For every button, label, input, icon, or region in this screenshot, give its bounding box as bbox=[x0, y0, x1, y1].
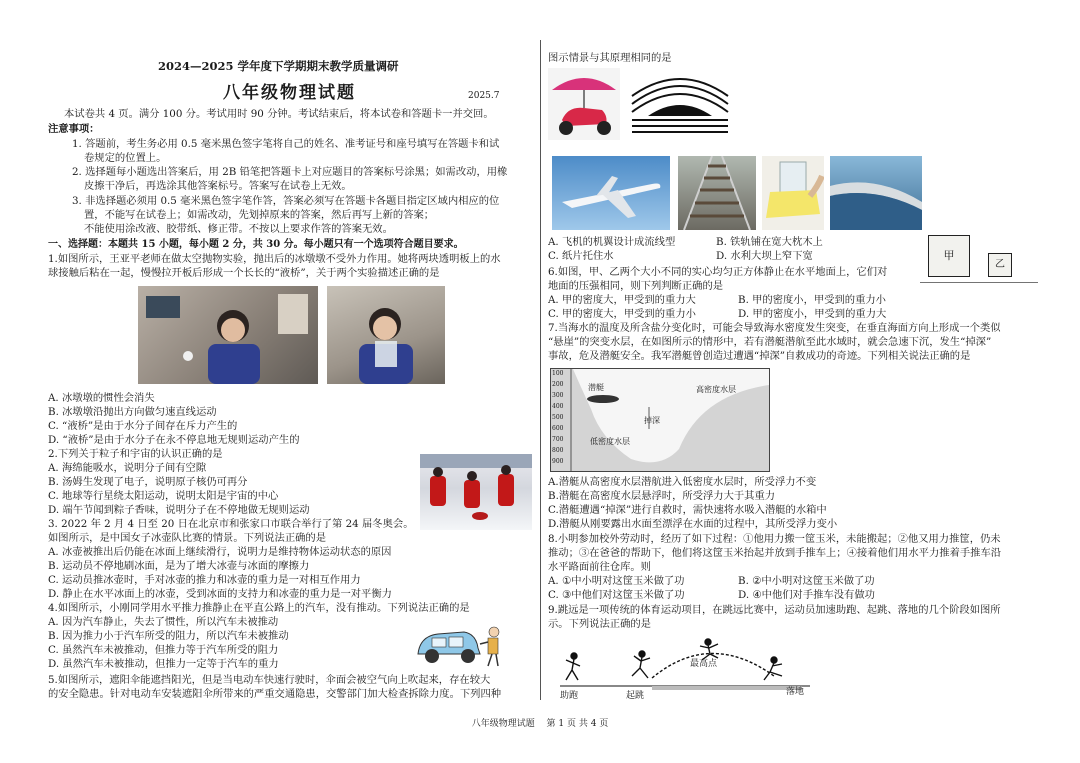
space-station-photo-1 bbox=[138, 286, 318, 384]
jump-label: 起跳 bbox=[626, 691, 645, 701]
q6-stem: 地面的压强相同，则下列判断正确的是 bbox=[548, 280, 724, 292]
q8-option: D. ④中他们对手推车没有做功 bbox=[738, 589, 875, 601]
q1-option: B. 冰墩墩沿抛出方向做匀速直线运动 bbox=[48, 406, 217, 418]
sea-label: 低密度水层 bbox=[590, 437, 630, 446]
q3-stem: 如图所示，是中国女子冰壶队比赛的情景。下列说法正确的是 bbox=[48, 532, 327, 544]
q1-option: A. 冰墩墩的惯性会消失 bbox=[48, 392, 155, 404]
exam-intro: 本试卷共 4 页。满分 100 分。考试用时 90 分钟。考试结束后，将本试卷和答题卡一并交回。 bbox=[64, 108, 494, 120]
notice-line: 卷规定的位置上。 bbox=[84, 152, 167, 164]
sea-label: 掉深 bbox=[644, 416, 660, 425]
q8-stem: 推动；③在爸爸的帮助下，他们将这筐玉米抬起并放到手推车上；④接着他们用水平力推着手推车沿 bbox=[548, 547, 1002, 559]
airplane-icon bbox=[552, 156, 670, 230]
airplane-photo bbox=[552, 156, 670, 230]
q3-option: D. 静止在水平冰面上的冰壶，受到冰面的支持力和冰壶的重力是一对平衡力 bbox=[48, 588, 392, 600]
space-station-photo-2 bbox=[327, 286, 445, 384]
depth-tick: 100 bbox=[552, 370, 564, 377]
q7-option: B.潜艇在高密度水层悬浮时，所受浮力大于其重力 bbox=[548, 490, 776, 502]
car-icon bbox=[414, 618, 504, 670]
railway-photo bbox=[678, 156, 756, 230]
q7-option: D.潜艇从刚要露出水面至漂浮在水面的过程中，其所受浮力变小 bbox=[548, 518, 838, 530]
q5-stem: 5.如图所示，遮阳伞能遮挡阳光，但是当电动车快速行驶时，伞面会被空气向上吹起来，存在较大 bbox=[48, 674, 491, 686]
notice-line: 置，不能写在试卷上；如需改动，先划掉原来的答案，然后再写上新的答案； bbox=[84, 209, 435, 221]
q3-option: A. 冰壶被推出后仍能在冰面上继续滑行，说明力是维持物体运动状态的原因 bbox=[48, 546, 392, 558]
q1-stem: 1.如图所示，王亚平老师在做太空抛物实验，抛出后的冰墩墩不受外力作用。她将两块透明板上的水 bbox=[48, 253, 501, 265]
notice-line: 不能使用涂改液、胶带纸、修正带。不按以上要求作答的答案无效。 bbox=[84, 223, 393, 235]
q2-option: A. 海绵能吸水，说明分子间有空隙 bbox=[48, 462, 207, 474]
q4-option: C. 虽然汽车未被推动，但推力等于汽车所受的阻力 bbox=[48, 644, 279, 656]
q4-option: A. 因为汽车静止，失去了惯性，所以汽车未被推动 bbox=[48, 616, 279, 628]
q3-option: C. 运动员推冰壶时，手对冰壶的推力和冰壶的重力是一对相互作用力 bbox=[48, 574, 361, 586]
column-divider bbox=[540, 40, 541, 700]
q5-stem: 图示情景与其原理相同的是 bbox=[548, 52, 672, 64]
depth-tick: 200 bbox=[552, 381, 564, 388]
q5-option: C. 纸片托住水 bbox=[548, 250, 614, 262]
q9-stem: 9.跳远是一项传统的体育运动项目，在跳远比赛中，运动员加速助跑、起跳、落地的几个阶段如图所 bbox=[548, 604, 1001, 616]
notice-line: 1. 答题前，考生务必用 0.5 毫米黑色签字笔将自己的姓名、准考证号和座号填写在答题卡和试 bbox=[72, 138, 500, 150]
cube-yi: 乙 bbox=[988, 253, 1012, 277]
depth-tick: 300 bbox=[552, 392, 564, 399]
paper-cup-icon bbox=[762, 156, 824, 230]
exam-date: 2025.7 bbox=[468, 91, 500, 101]
q1-option: D. “液桥”是由于水分子在永不停息地无规则运动产生的 bbox=[48, 434, 300, 446]
car-push-illustration bbox=[414, 618, 504, 670]
q8-stem: 8.小明参加校外劳动时，经历了如下过程：①他用力搬一筐玉米，未能搬起；②他又用力推筐，仍未 bbox=[548, 533, 1001, 545]
curling-players-icon bbox=[420, 454, 532, 530]
q5-option: B. 铁轨铺在宽大枕木上 bbox=[716, 236, 823, 248]
q6-stem: 6.如图，甲、乙两个大小不同的实心均匀正方体静止在水平地面上，它们对 bbox=[548, 266, 888, 278]
q7-option: A.潜艇从高密度水层潜航进入低密度水层时，所受浮力不变 bbox=[548, 476, 817, 488]
q8-option: C. ③中他们对这筐玉米做了功 bbox=[548, 589, 685, 601]
q3-stem: 3. 2022 年 2 月 4 日至 20 日在北京市和张家口市联合举行了第 24 届冬奥会。 bbox=[48, 518, 414, 530]
sea-label: 高密度水层 bbox=[696, 385, 736, 394]
depth-tick: 700 bbox=[552, 436, 564, 443]
q6-option: A. 甲的密度大，甲受到的重力大 bbox=[548, 294, 696, 306]
section-heading: 一、选择题：本题共 15 小题，每小题 2 分，共 30 分。每小题只有一个选项符合题目要求。 bbox=[48, 239, 464, 250]
jump-label: 助跑 bbox=[560, 691, 579, 701]
q4-option: B. 因为推力小于汽车所受的阻力，所以汽车未被推动 bbox=[48, 630, 289, 642]
depth-tick: 400 bbox=[552, 403, 564, 410]
q6-option: D. 甲的密度小，甲受到的重力大 bbox=[738, 308, 887, 320]
q7-stem: 7.当海水的温度及所含盐分变化时，可能会导致海水密度发生突变，在垂直海面方向上形成一个类似 bbox=[548, 322, 1001, 334]
q8-option: A. ①中小明对这筐玉米做了功 bbox=[548, 575, 685, 587]
curling-photo bbox=[420, 454, 532, 530]
q7-stem: 事故，危及潜艇安全。我军潜艇曾创造过遭遇“掉深”自救成功的奇迹。下列相关说法正确的是 bbox=[548, 350, 971, 362]
paper-holds-water-photo bbox=[762, 156, 824, 230]
cube-jia: 甲 bbox=[928, 235, 970, 277]
q2-option: D. 端午节闻到粽子香味，说明分子在不停地做无规则运动 bbox=[48, 504, 310, 516]
depth-tick: 600 bbox=[552, 425, 564, 432]
q9-stem: 示。下列说法正确的是 bbox=[548, 618, 651, 630]
notice-line: 皮擦干净后，再选涂其他答案标号。答案写在试卷上无效。 bbox=[84, 180, 352, 192]
subject-title: 八年级物理试题 bbox=[223, 83, 356, 103]
depth-tick: 800 bbox=[552, 447, 564, 454]
astronaut-icon bbox=[138, 286, 318, 384]
q8-option: B. ②中小明对这筐玉米做了功 bbox=[738, 575, 875, 587]
q7-option: C.潜艇遭遇“掉深”进行自救时，需快速将水吸入潜艇的水箱中 bbox=[548, 504, 827, 516]
exam-title: 2024—2025 学年度下学期期末教学质量调研 bbox=[158, 60, 399, 73]
railway-icon bbox=[678, 156, 756, 230]
q2-stem: 2.下列关于粒子和宇宙的认识正确的是 bbox=[48, 448, 223, 460]
q3-option: B. 运动员不停地刷冰面，是为了增大冰壶与冰面的摩擦力 bbox=[48, 560, 310, 572]
notice-line: 2. 选择题每小题选出答案后，用 2B 铅笔把答题卡上对应题目的答案标号涂黑；如需改动，用橡 bbox=[72, 166, 508, 178]
q7-stem: “悬崖”的突变水层，在如图所示的情形中，若有潜艇潜航至此水域时，就会急速下沉，发生“掉深” bbox=[548, 336, 992, 348]
sea-depth-diagram bbox=[550, 368, 770, 472]
sea-layers-icon bbox=[551, 369, 769, 471]
q8-stem: 水平路面前往仓库。则 bbox=[548, 561, 651, 573]
q1-stem: 球接触后粘在一起，慢慢拉开板后形成一个长长的“液桥”，关于两个实验描述正确的是 bbox=[48, 267, 440, 279]
long-jump-diagram bbox=[560, 636, 810, 698]
q2-option: B. 汤姆生发现了电子，说明原子核仍可再分 bbox=[48, 476, 248, 488]
q6-option: B. 甲的密度小，甲受到的重力小 bbox=[738, 294, 886, 306]
long-jump-icon bbox=[560, 636, 810, 698]
q5-option: A. 飞机的机翼设计成流线型 bbox=[548, 236, 676, 248]
astronaut-icon bbox=[327, 286, 445, 384]
q6-option: C. 甲的密度大，甲受到的重力小 bbox=[548, 308, 696, 320]
depth-tick: 900 bbox=[552, 458, 564, 465]
notice-heading: 注意事项： bbox=[48, 123, 100, 135]
submarine-icon bbox=[587, 395, 619, 403]
streamline-icon bbox=[630, 72, 730, 138]
q2-option: C. 地球等行星绕太阳运动，说明太阳是宇宙的中心 bbox=[48, 490, 279, 502]
dam-photo bbox=[830, 156, 922, 230]
depth-tick: 500 bbox=[552, 414, 564, 421]
ground-icon bbox=[920, 282, 1038, 283]
page-footer: 八年级物理试题 第 1 页 共 4 页 bbox=[471, 719, 609, 729]
q4-option: D. 虽然汽车未被推动，但推力一定等于汽车的重力 bbox=[48, 658, 279, 670]
q5-option: D. 水利大坝上窄下宽 bbox=[716, 250, 813, 262]
q1-option: C. “液桥”是由于水分子间存在斥力产生的 bbox=[48, 420, 238, 432]
dam-icon bbox=[830, 156, 922, 230]
airflow-streamline-diagram bbox=[630, 72, 730, 138]
scooter-umbrella-icon bbox=[548, 68, 620, 140]
jump-label: 落地 bbox=[786, 687, 805, 697]
sea-label: 潜艇 bbox=[588, 383, 604, 392]
jump-label: 最高点 bbox=[690, 659, 718, 669]
ground-hatch bbox=[920, 275, 1038, 283]
notice-line: 3. 非选择题必须用 0.5 毫米黑色签字笔作答，答案必须写在答题卡各题目指定区域内相应的位 bbox=[72, 195, 500, 207]
q4-stem: 4.如图所示，小刚同学用水平推力推静止在平直公路上的汽车，没有推动。下列说法正确的是 bbox=[48, 602, 470, 614]
scooter-umbrella-photo bbox=[548, 68, 620, 140]
q5-stem: 的安全隐患。针对电动车安装遮阳伞所带来的严重交通隐患，交警部门加大检查拆除力度。下列四种 bbox=[48, 688, 502, 700]
